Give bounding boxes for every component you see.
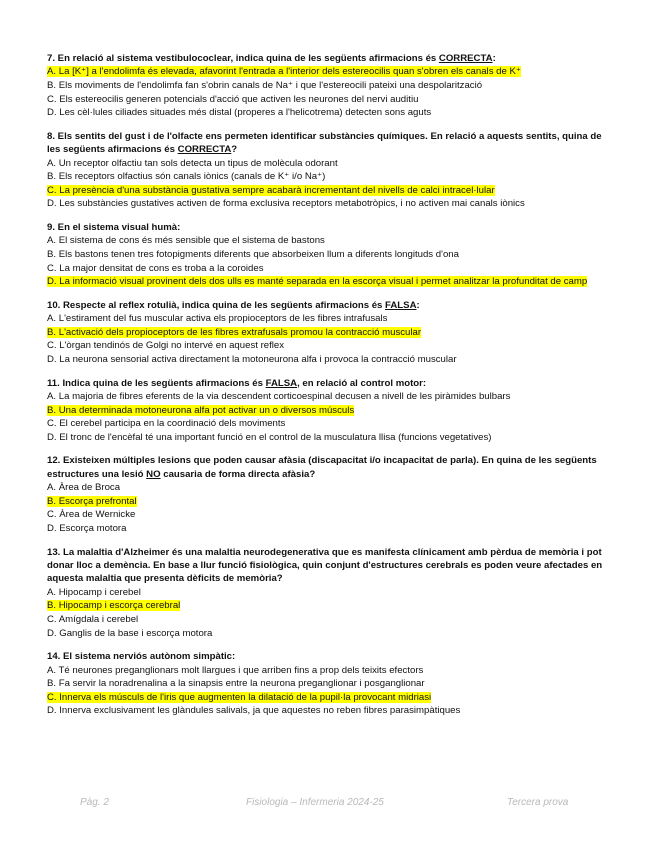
question-title: [47, 221, 607, 234]
answer-option: B. Els moviments de l'endolimfa fan s'obrin canals de Na⁺ i que l'estereocili pateixi una despolarització: [47, 80, 483, 91]
answer-option: A. Hipocamp i cerebel: [47, 586, 141, 598]
answer-option: B. Una determinada motoneurona alfa pot activar un o diversos músculs: [47, 404, 355, 416]
answer-option: B. Hipocamp i escorça cerebral: [47, 600, 181, 612]
answer-option: B. Fa servir la noradrenalina a la sinapsis entre la neurona preganglionar i posganglionar: [47, 678, 425, 690]
answer-option: D. La neurona sensorial activa directament la motoneurona alfa i provoca la contracció muscular: [47, 353, 457, 365]
answer-option: C. Amígdala i cerebel: [47, 613, 139, 625]
question-keyword: CORRECTA: [438, 53, 493, 64]
answer-option: C. Àrea de Wernicke: [47, 509, 136, 521]
answer-option: D. Innerva exclusivament les glàndules salivals, ja que aquestes no reben fibres parasimpàtiques: [47, 705, 461, 717]
answer-option: C. Innerva els músculs de l'iris que augmenten la dilatació de la pupil·la provocant midriasi: [47, 691, 432, 703]
question-title-end: :: [492, 53, 496, 64]
question-title-text: 14. El sistema nerviós autònom simpàtic:: [47, 651, 236, 663]
question-keyword: NO: [146, 468, 161, 480]
question-10: [47, 299, 607, 367]
answer-option: A. Un receptor olfactiu tan sols detecta un tipus de molècula odorant: [47, 157, 338, 169]
question-14: [47, 650, 607, 718]
question-title: [47, 377, 607, 390]
question-title-end: :: [416, 299, 420, 311]
footer-course: Fisiologia – Infermeria 2024-25: [246, 797, 384, 808]
question-title-end: ?: [231, 144, 238, 156]
question-title-text: 7. En relació al sistema vestibulococlear, indica quina de les següents afirmacions és: [47, 53, 439, 64]
question-8: [47, 130, 607, 211]
answer-option: A. La [K⁺] a l'endolimfa és elevada, afavorint l'entrada a l'interior dels estereocilis quan s'obren els canals de K⁺: [47, 66, 521, 78]
answer-option: A. El sistema de cons és més sensible que el sistema de bastons: [47, 235, 325, 247]
question-title-text: 11. Indica quina de les següents afirmacions és: [47, 377, 266, 389]
answer-option: C. La presència d'una substància gustativa sempre acabarà incrementant del nivells de calci intracel·lular: [47, 184, 495, 196]
question-title: [47, 299, 607, 312]
question-title: [47, 454, 607, 481]
footer-page-number: Pàg. 2: [80, 797, 109, 808]
answer-option: A. Àrea de Broca: [47, 482, 121, 494]
answer-option: A. L'estirament del fus muscular activa els propioceptors de les fibres intrafusals: [47, 313, 388, 325]
answer-option: A. La majoria de fibres eferents de la via descendent corticoespinal decusen a nivell de les piràmides bulbars: [47, 390, 511, 402]
question-title: [47, 52, 607, 65]
question-title: [47, 650, 607, 663]
answer-option: C. L'òrgan tendinós de Golgi no intervé en aquest reflex: [47, 340, 285, 352]
question-13: [47, 546, 607, 641]
question-title-text: 12. Existeixen múltiples lesions que poden causar afàsia (discapacitat i/o incapacitat de parla). En quina de les següents estructures una lesió: [47, 455, 597, 480]
question-title: [47, 546, 607, 586]
question-title-text: 13. La malaltia d'Alzheimer és una malaltia neurodegenerativa que es manifesta clínicament amb pèrdua de memòria i pot donar lloc a demència. En base a llur funció fisiològica, quin conjunt d'estructures cerebrals es poden veure afectades en aquesta malaltia que presenta dèficits de memòria?: [47, 546, 603, 585]
answer-option: D. La informació visual provinent dels dos ulls es manté separada en la escorça visual i permet analitzar la profunditat de camp: [47, 276, 588, 288]
answer-option: C. La major densitat de cons es troba a la coroides: [47, 262, 264, 274]
question-keyword: FALSA: [265, 377, 298, 389]
exam-page: [47, 52, 607, 728]
answer-option: A. Té neurones preganglionars molt llargues i que arriben fins a prop dels teixits efectors: [47, 664, 424, 676]
answer-option: B. Els bastons tenen tres fotopigments diferents que absorbeixen llum a diferents longituds d'ona: [47, 248, 459, 260]
answer-option: D. Ganglis de la base i escorça motora: [47, 627, 213, 639]
question-11: [47, 377, 607, 445]
question-7: [47, 52, 607, 120]
question-12: [47, 454, 607, 535]
answer-option: C. El cerebel participa en la coordinació dels moviments: [47, 418, 286, 430]
answer-option: D. Les substàncies gustatives activen de forma exclusiva receptors metabotròpics, i no activen mai canals iònics: [47, 198, 525, 210]
question-title-text: 8. Els sentits del gust i de l'olfacte ens permeten identificar substàncies químiques. En relació a aquests sentits, quina de les següents afirmacions és: [47, 130, 602, 156]
answer-option: D. El tronc de l'encèfal té una important funció en el control de la musculatura llisa (funcions vegetatives): [47, 431, 492, 443]
question-keyword: CORRECTA: [177, 144, 232, 156]
question-title: [47, 130, 607, 157]
answer-option: B. Els receptors olfactius són canals iònics (canals de K⁺ i/o Na⁺): [47, 171, 326, 183]
answer-option: C. Els estereocilis generen potencials d'acció que activen les neurones del nervi auditiu: [47, 93, 419, 105]
question-title-end: causaria de forma directa afàsia?: [160, 468, 316, 480]
answer-option: D. Les cèl·lules ciliades situades més distal (properes a l'helicotrema) detecten sons aguts: [47, 107, 432, 119]
answer-option: B. L'activació dels propioceptors de les fibres extrafusals promou la contracció muscular: [47, 326, 422, 338]
answer-option: B. Escorça prefrontal: [47, 495, 137, 507]
footer-exam: Tercera prova: [507, 797, 569, 808]
question-title-text: 9. En el sistema visual humà:: [47, 221, 181, 233]
question-title-text: 10. Respecte al reflex rotulià, indica quina de les següents afirmacions és: [47, 299, 386, 311]
question-keyword: FALSA: [385, 299, 417, 311]
question-title-end: , en relació al control motor:: [297, 377, 427, 389]
answer-option: D. Escorça motora: [47, 522, 127, 534]
question-9: [47, 221, 607, 289]
